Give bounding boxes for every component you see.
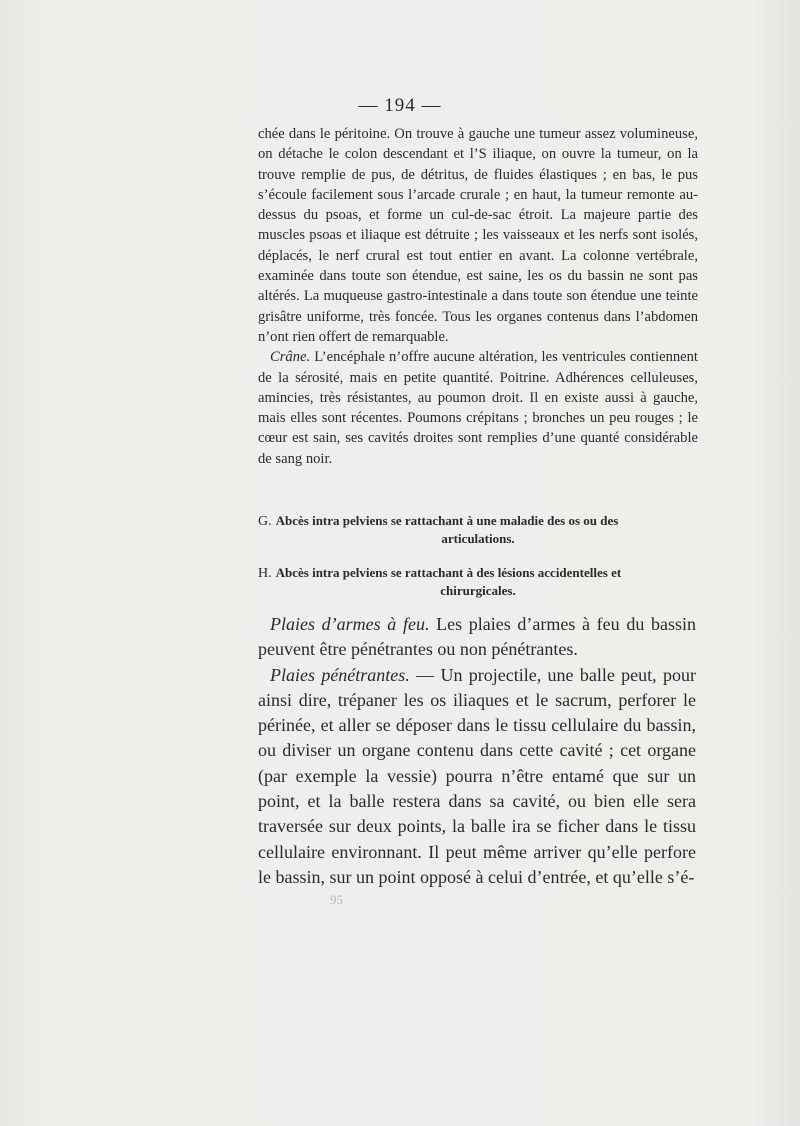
plaies-armes-text: Les plaies d’armes à feu du bassin peuvent être pénétrantes ou non pénétrantes. [258,614,696,660]
paragraph-plaies-penetrantes [258,663,696,891]
heading-h-line2: chirurgicales. [440,583,516,598]
page-number: — 194 — [358,95,442,116]
section-heading-g [258,512,698,547]
plaies-penetrantes-label: Plaies pénétrantes. [270,664,410,685]
heading-h-line1: Abcès intra pelviens se rattachant à des lésions accidentelles et [275,565,622,580]
paragraph-plaies-armes [258,612,696,663]
section-heading-h [258,564,698,599]
plaies-penetrantes-text: — Un projectile, une balle peut, pour ainsi dire, trépaner les os iliaques et le sacrum, perforer le périnée, et aller se déposer dans le tissu cellulaire du bassin, ou diviser un organe contenu dans cette cavité ; cet organe (par exemple la vessie) pourra n’être entamé que sur un point, et la balle restera dans sa cavité, ou bien elle sera traversée sur deux points, la balle ira se ficher dans le tissu cellulaire environnant. Il peut même arriver qu’elle perfore le bassin, sur un point opposé à celui d’entrée, et qu’elle s’é- [258,664,696,887]
heading-g-line1: Abcès intra pelviens se rattachant à une maladie des os ou des [275,513,619,528]
body-text [258,612,696,890]
plaies-armes-label: Plaies d’armes à feu. [270,614,430,634]
paragraph-peritoine: chée dans le péritoine. On trouve à gauche une tumeur assez volumineuse, on détache le colon descendant et l’S iliaque, on ouvre la tumeur, on la trouve remplie de pus, de détritus, de fluides élastiques ; en bas, le pus s’écoule facilement sous l’arcade crurale ; en haut, la tumeur remonte au-dessus du psoas, et forme un cul-de-sac étroit. La majeure partie des muscles psoas et iliaque est détruite ; les vaisseaux et les nerfs sont isolés, déplacés, le nerf crural est tout entier en avant. La colonne vertébrale, examinée dans toute son étendue, est saine, les os du bassin ne sont pas altérés. La muqueuse gastro-intestinale a dans toute son étendue une teinte grisâtre uniforme, très foncée. Tous les organes contenus dans l’abdomen n’ont rien offert de remarquable. [258,126,698,345]
crane-text: L’encéphale n’offre aucune altération, les ventricules contiennent de la sérosité, mais en petite quantité. Poitrine. Adhérences celluleuses, amincies, très résistantes, au poumon droit. Il en existe aussi à gauche, mais elles sont récentes. Poumons crépitans ; bronches un peu rouges ; le cœur est sain, ses cavités droites sont remplies d’une quanté considérable de sang noir. [258,349,698,467]
case-report-text [258,124,698,469]
bleed-through-mark: 95 [330,892,343,907]
heading-h-number: H. [258,566,272,581]
crane-label: Crâne. [270,349,311,366]
heading-g-number: G. [258,514,272,529]
heading-g-line2: articulations. [441,531,515,546]
paragraph-crane [258,347,698,469]
